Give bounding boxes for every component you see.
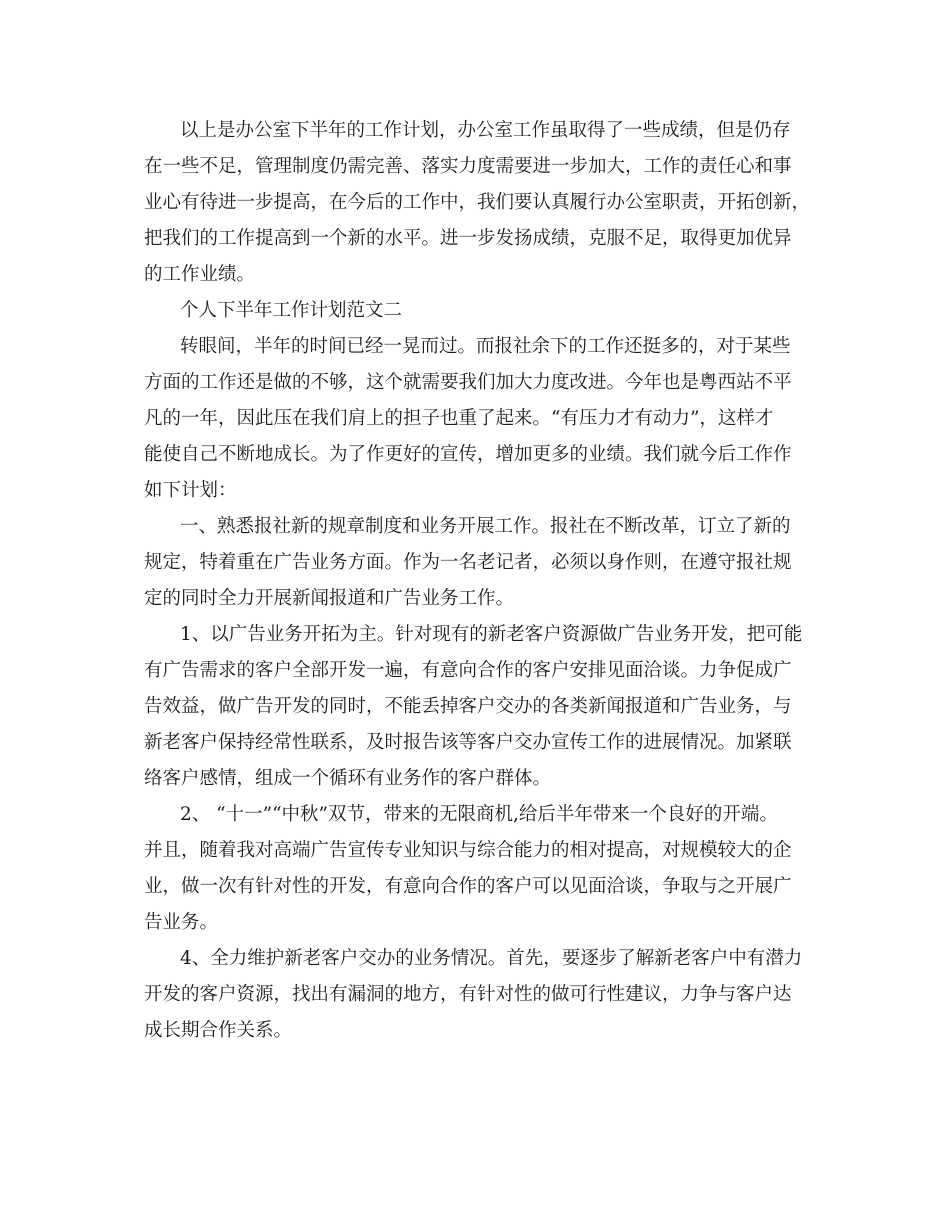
paragraph-line: 一、熟悉报社新的规章制度和业务开展工作。报社在不断改革，订立了新的 [180, 516, 791, 537]
paragraph-line: 规定，特着重在广告业务方面。作为一名老记者，必须以身作则，在遵守报社规 [144, 552, 792, 573]
paragraph-line: 在一些不足，管理制度仍需完善、落实力度需要进一步加大，工作的责任心和事 [144, 156, 792, 177]
section-heading: 个人下半年工作计划范文二 [180, 300, 403, 321]
paragraph-line: 的工作业绩。 [144, 264, 256, 285]
paragraph-line: 开发的客户资源，找出有漏洞的地方，有针对性的做可行性建议，力争与客户达 [144, 984, 792, 1005]
paragraph-line: 2、 “十一”“中秋”双节，带来的无限商机,给后半年带来一个良好的开端。 [180, 804, 778, 825]
paragraph-line: 定的同时全力开展新闻报道和广告业务工作。 [144, 588, 515, 609]
paragraph-line: 成长期合作关系。 [144, 1020, 293, 1041]
paragraph-line: 告效益，做广告开发的同时，不能丢掉客户交办的各类新闻报道和广告业务，与 [144, 696, 792, 717]
paragraph-line: 络客户感情，组成一个循环有业务作的客户群体。 [144, 768, 552, 789]
paragraph-line: 凡的一年，因此压在我们肩上的担子也重了起来。“有压力才有动力”，这样才 [144, 408, 774, 429]
paragraph-line: 告业务。 [144, 912, 219, 933]
paragraph-line: 有广告需求的客户全部开发一遍，有意向合作的客户安排见面洽谈。力争促成广 [144, 660, 792, 681]
paragraph-line: 4、全力维护新老客户交办的业务情况。首先，要逐步了解新老客户中有潜力 [180, 948, 803, 969]
paragraph-line: 转眼间，半年的时间已经一晃而过。而报社余下的工作还挺多的，对于某些 [180, 336, 791, 357]
paragraph-line: 1、以广告业务开拓为主。针对现有的新老客户资源做广告业务开发，把可能 [180, 624, 803, 645]
paragraph-line: 方面的工作还是做的不够，这个就需要我们加大力度改进。今年也是粤西站不平 [144, 372, 792, 393]
paragraph-line: 新老客户保持经常性联系，及时报告该等客户交办宣传工作的进展情况。加紧联 [144, 732, 792, 753]
paragraph-line: 以上是办公室下半年的工作计划，办公室工作虽取得了一些成绩，但是仍存 [180, 120, 791, 141]
paragraph-line: 能使自己不断地成长。为了作更好的宣传，增加更多的业绩。我们就今后工作作 [144, 444, 792, 465]
paragraph-line: 业心有待进一步提高，在今后的工作中，我们要认真履行办公室职责，开拓创新， [144, 192, 811, 213]
paragraph-line: 把我们的工作提高到一个新的水平。进一步发扬成绩，克服不足，取得更加优异 [144, 228, 792, 249]
paragraph-line: 并且，随着我对高端广告宣传专业知识与综合能力的相对提高，对规模较大的企 [144, 840, 792, 861]
paragraph-line: 业，做一次有针对性的开发，有意向合作的客户可以见面洽谈，争取与之开展广 [144, 876, 792, 897]
paragraph-line: 如下计划： [144, 480, 237, 501]
